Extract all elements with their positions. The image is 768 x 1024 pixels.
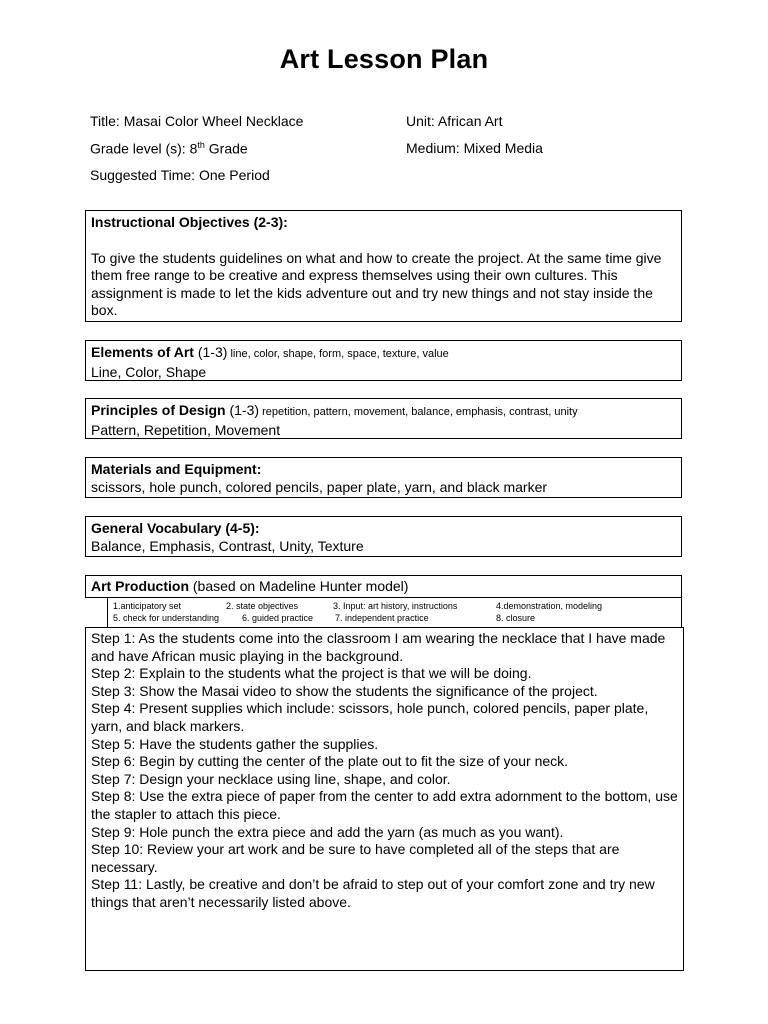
- step-item: Step 1: As the students come into the classroom I am wearing the necklace that I have made and have African music playing in the background.: [91, 630, 666, 664]
- vocabulary-heading: General Vocabulary (4-5):: [91, 520, 260, 536]
- stage-item: 1.anticipatory set: [113, 601, 182, 611]
- objectives-box: [85, 210, 682, 322]
- step-item: Step 11: Lastly, be creative and don’t be afraid to step out of your comfort zone and try new things that aren’t necessarily listed above.: [91, 876, 655, 910]
- lesson-title: Title: Masai Color Wheel Necklace: [90, 113, 304, 129]
- step-item: Step 9: Hole punch the extra piece and add the yarn (as much as you want).: [91, 823, 564, 840]
- production-header: [85, 575, 682, 598]
- production-heading: Art Production: [91, 578, 189, 594]
- production-stages: [107, 598, 682, 627]
- grade-level-prefix: Grade level (s): 8: [90, 140, 198, 157]
- step-item: Step 2: Explain to the students what the project is that we will be doing.: [91, 665, 532, 682]
- step-item: Step 3: Show the Masai video to show the students the significance of the project.: [91, 682, 598, 699]
- stage-item: 5. check for understanding: [113, 613, 220, 623]
- grade-level: [90, 140, 248, 157]
- step-item: Step 10: Review your art work and be sure to have completed all of the steps that are necessary.: [91, 841, 620, 875]
- objectives-text: To give the students guidelines on what and how to create the project. At the same time give them free range to be creative and express themselves using their own cultures. This assignment is made to let the kids adventure out and try new things and not stay inside the box.: [91, 249, 662, 318]
- unit: Unit: African Art: [406, 113, 503, 129]
- vocabulary-box: [85, 516, 682, 557]
- elements-heading: Elements of Art: [91, 344, 194, 360]
- elements-value: Line, Color, Shape: [91, 363, 207, 380]
- principles-value: Pattern, Repetition, Movement: [91, 421, 281, 438]
- principles-heading: Principles of Design: [91, 402, 226, 418]
- stage-item: 7. independent practice: [335, 613, 429, 623]
- grade-level-suffix: Grade: [204, 140, 248, 157]
- step-item: Step 8: Use the extra piece of paper from the center to add extra adornment to the bottom, use the stapler to attach this piece.: [91, 788, 678, 822]
- principles-hint: repetition, pattern, movement, balance, emphasis, contrast, unity: [259, 406, 578, 418]
- medium: Medium: Mixed Media: [406, 140, 543, 156]
- stage-item: 6. guided practice: [242, 613, 314, 623]
- suggested-time: Suggested Time: One Period: [90, 167, 270, 183]
- grade-level-superscript: th: [197, 140, 205, 150]
- principles-box: [85, 398, 682, 439]
- materials-heading: Materials and Equipment:: [91, 461, 262, 477]
- elements-hint: line, color, shape, form, space, texture, value: [227, 348, 449, 360]
- elements-box: [85, 340, 682, 381]
- vocabulary-value: Balance, Emphasis, Contrast, Unity, Texture: [91, 537, 364, 554]
- elements-count: (1-3): [193, 344, 228, 360]
- stage-item: 8. closure: [496, 613, 536, 623]
- stage-item: 3. Input: art history, instructions: [333, 601, 458, 611]
- principles-count: (1-3): [225, 402, 260, 418]
- production-steps: [85, 627, 684, 971]
- production-subheading: (based on Madeline Hunter model): [189, 578, 409, 594]
- objectives-heading: Instructional Objectives (2-3):: [91, 214, 288, 230]
- step-item: Step 4: Present supplies which include: scissors, hole punch, colored pencils, paper plate, yarn, and black markers.: [91, 700, 649, 734]
- step-item: Step 7: Design your necklace using line, shape, and color.: [91, 770, 451, 787]
- stage-item: 2. state objectives: [226, 601, 299, 611]
- stage-item: 4.demonstration, modeling: [496, 601, 603, 611]
- step-item: Step 6: Begin by cutting the center of the plate out to fit the size of your neck.: [91, 753, 569, 770]
- materials-box: [85, 457, 682, 498]
- materials-value: scissors, hole punch, colored pencils, paper plate, yarn, and black marker: [91, 478, 548, 495]
- step-item: Step 5: Have the students gather the supplies.: [91, 735, 379, 752]
- page-title: Art Lesson Plan: [279, 44, 489, 74]
